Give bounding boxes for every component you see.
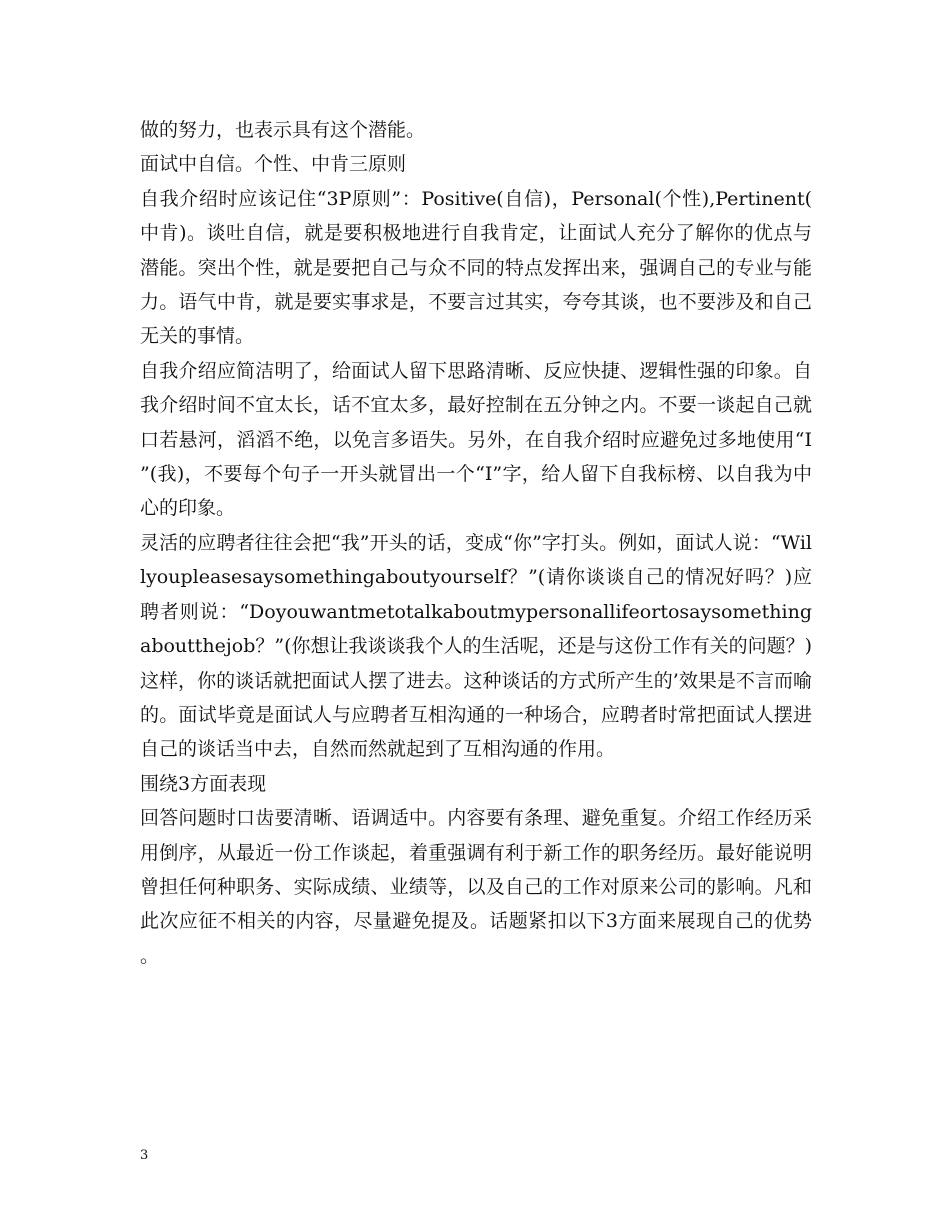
paragraph-continuation: 做的努力，也表示具有这个潜能。 bbox=[140, 119, 426, 141]
page-number: 3 bbox=[140, 1148, 149, 1163]
section-heading-three-aspects: 围绕3方面表现 bbox=[140, 772, 267, 795]
paragraph-answering-questions: 回答问题时口齿要清晰、语调适中。内容要有条理、避免重复。介绍工作经历采用倒序，从最近一份工作谈起，着重强调有利于新工作的职务经历。最好能说明曾担任何种职务、实际成绩、业绩等，以及自己的工作对原来公司的影响。凡和此次应征不相关的内容，尽量避免提及。话题紧扣以下3方面来展现自己的优势。 bbox=[140, 807, 812, 967]
section-heading-confidence-principles: 面试中自信。个性、中肯三原则 bbox=[140, 153, 407, 176]
document-body bbox=[140, 113, 812, 973]
paragraph-you-instead-of-i: 灵活的应聘者往往会把“我”开头的话，变成“你”字打头。例如，面试人说：“Willyoupleasesaysomethingaboutyourself？”(请你谈谈自己的情况好吗？)应聘者则说：“Doyouwantmetotalkaboutmypersonallifeortosaysomethingaboutthejob？”(你想让我谈谈我个人的生活呢，还是与这份工作有关的问题？)这样，你的谈话就把面试人摆了进去。这种谈话的方式所产生的’效果是不言而喻的。面试毕竟是面试人与应聘者互相沟通的一种场合，应聘者时常把面试人摆进自己的谈话当中去，自然而然就起到了互相沟通的作用。 bbox=[140, 531, 812, 761]
paragraph-3p-principle: 自我介绍时应该记住“3P原则”：Positive(自信)，Personal(个性),Pertinent(中肯)。谈吐自信，就是要积极地进行自我肯定，让面试人充分了解你的优点与潜能。突出个性，就是要把自己与众不同的特点发挥出来，强调自己的专业与能力。语气中肯，就是要实事求是，不要言过其实，夸夸其谈，也不要涉及和自己无关的事情。 bbox=[140, 187, 812, 348]
paragraph-concise-introduction: 自我介绍应简洁明了，给面试人留下思路清晰、反应快捷、逻辑性强的印象。自我介绍时间不宜太长，话不宜太多，最好控制在五分钟之内。不要一谈起自己就口若悬河，滔滔不绝，以免言多语失。另外，在自我介绍时应避免过多地使用“I”(我)，不要每个句子一开头就冒出一个“I”字，给人留下自我标榜、以自我为中心的印象。 bbox=[140, 359, 812, 520]
